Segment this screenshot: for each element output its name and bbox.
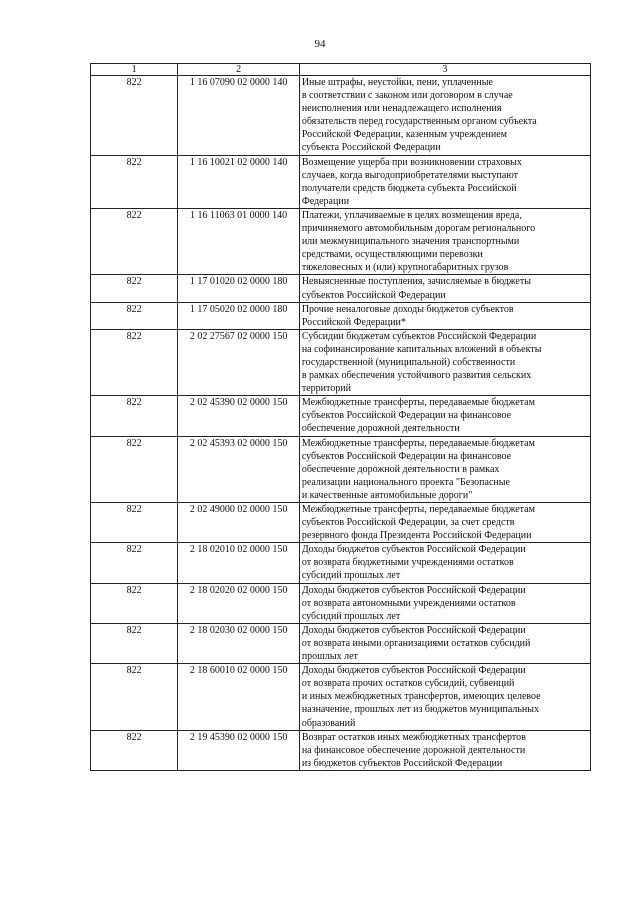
admin-code-cell: 822 <box>91 396 178 436</box>
revenue-name-line: Доходы бюджетов субъектов Российской Федерации <box>301 665 526 677</box>
revenue-name-line: случаев, когда выгодоприобретателями выступают <box>301 169 519 181</box>
revenue-name-line: Межбюджетные трансферты, передаваемые бюджетам <box>301 397 535 409</box>
admin-code-cell: 822 <box>91 155 178 208</box>
admin-code-cell: 822 <box>91 329 178 395</box>
table-row <box>91 208 591 274</box>
revenue-name-line: субъектов Российской Федерации на финансовое <box>301 450 512 462</box>
revenue-name-cell <box>299 396 590 436</box>
budget-code-cell: 1 16 10021 02 0000 140 <box>178 155 299 208</box>
revenue-name-line: реализации национального проекта "Безопасные <box>301 476 510 488</box>
revenue-name-line: и качественные автомобильные дороги" <box>301 489 473 501</box>
budget-code-cell: 2 02 45393 02 0000 150 <box>178 436 299 502</box>
table-row <box>91 543 591 583</box>
revenue-name-line: и иных межбюджетных трансфертов, имеющих целевое <box>301 691 541 703</box>
budget-code-cell: 1 17 05020 02 0000 180 <box>178 302 299 329</box>
revenue-name-cell <box>299 543 590 583</box>
revenue-name-line: резервного фонда Президента Российской Федерации <box>301 530 532 542</box>
revenue-name-line: Иные штрафы, неустойки, пени, уплаченные <box>301 77 493 88</box>
revenue-name-cell <box>299 623 590 663</box>
revenue-name-line: в соответствии с законом или договором в случае <box>301 90 513 102</box>
revenue-name-line: или межмуниципального значения транспортными <box>301 236 520 248</box>
revenue-name-line: Федерации <box>301 195 350 207</box>
revenue-name-cell <box>299 155 590 208</box>
admin-code-cell: 822 <box>91 730 178 770</box>
revenue-name-line: причиняемого автомобильным дорогам регионального <box>301 223 536 235</box>
revenue-name-line: обеспечение дорожной деятельности в рамках <box>301 463 500 475</box>
revenue-name-line: Российской Федерации, казенным учреждением <box>301 129 507 141</box>
budget-code-cell: 1 17 01020 02 0000 180 <box>178 275 299 302</box>
table-row <box>91 396 591 436</box>
revenue-name-line: неисполнения или ненадлежащего исполнения <box>301 103 502 115</box>
revenue-name-line: Доходы бюджетов субъектов Российской Федерации <box>301 584 526 596</box>
revenue-name-line: из бюджетов субъектов Российской Федерации <box>301 757 503 769</box>
revenue-name-cell <box>299 302 590 329</box>
revenue-name-line: территорий <box>301 383 351 395</box>
budget-code-cell: 2 18 02030 02 0000 150 <box>178 623 299 663</box>
revenue-name-line: Прочие неналоговые доходы бюджетов субъектов <box>301 303 514 315</box>
table-row <box>91 623 591 663</box>
revenue-name-line: Платежи, уплачиваемые в целях возмещения вреда, <box>301 209 522 221</box>
revenue-name-line: от возврата автономными учреждениями остатков <box>301 597 516 609</box>
revenue-name-line: от возврата бюджетными учреждениями остатков <box>301 557 514 569</box>
revenue-name-line: Доходы бюджетов субъектов Российской Федерации <box>301 544 526 556</box>
revenue-name-cell <box>299 275 590 302</box>
budget-code-cell: 2 18 60010 02 0000 150 <box>178 664 299 730</box>
admin-code-cell: 822 <box>91 208 178 274</box>
table-row <box>91 436 591 502</box>
revenue-name-line: Российской Федерации* <box>301 316 406 328</box>
revenue-name-line: прошлых лет <box>301 651 358 663</box>
table-header-row <box>91 64 591 76</box>
revenue-name-line: от возврата иными организациями остатков субсидий <box>301 637 531 649</box>
admin-code-cell: 822 <box>91 543 178 583</box>
budget-code-cell: 2 02 49000 02 0000 150 <box>178 503 299 543</box>
table-row <box>91 275 591 302</box>
revenue-name-line: субъекта Российской Федерации <box>301 142 441 154</box>
revenue-name-cell <box>299 664 590 730</box>
revenue-name-line: в рамках обеспечения устойчивого развития сельских <box>301 370 532 382</box>
revenue-name-line: субъектов Российской Федерации, за счет средств <box>301 517 515 529</box>
table-row <box>91 76 591 156</box>
revenue-name-cell <box>299 329 590 395</box>
table-row <box>91 503 591 543</box>
revenue-name-cell <box>299 208 590 274</box>
revenue-name-line: на финансовое обеспечение дорожной деятельности <box>301 744 526 756</box>
revenue-name-line: обязательств перед государственным органом субъекта <box>301 116 537 128</box>
revenue-name-line: тяжеловесных и (или) крупногабаритных грузов <box>301 262 509 274</box>
revenue-name-cell <box>299 436 590 502</box>
budget-code-cell: 2 02 27567 02 0000 150 <box>178 329 299 395</box>
header-col-3: 3 <box>299 64 590 76</box>
table-row <box>91 329 591 395</box>
revenue-name-line: Возврат остатков иных межбюджетных трансфертов <box>301 731 526 743</box>
revenue-name-cell <box>299 583 590 623</box>
revenue-name-line: субъектов Российской Федерации <box>301 289 446 301</box>
revenue-name-line: Субсидии бюджетам субъектов Российской Федерации <box>301 330 537 342</box>
admin-code-cell: 822 <box>91 664 178 730</box>
revenue-name-line: назначение, прошлых лет из бюджетов муниципальных <box>301 704 539 716</box>
admin-code-cell: 822 <box>91 275 178 302</box>
revenue-name-line: на софинансирование капитальных вложений в объекты <box>301 343 542 355</box>
revenue-name-line: Доходы бюджетов субъектов Российской Федерации <box>301 624 526 636</box>
revenue-name-line: Возмещение ущерба при возникновении страховых <box>301 156 522 168</box>
revenue-name-line: от возврата прочих остатков субсидий, субвенций <box>301 678 515 690</box>
revenue-name-cell <box>299 76 590 156</box>
revenue-name-line: обеспечение дорожной деятельности <box>301 423 460 435</box>
revenue-name-line: образований <box>301 717 356 729</box>
admin-code-cell: 822 <box>91 623 178 663</box>
revenue-name-line: средствами, осуществляющими перевозки <box>301 249 483 261</box>
table-body <box>91 76 591 771</box>
budget-classification-table <box>90 63 591 771</box>
revenue-name-line: получатели средств бюджета субъекта Российской <box>301 182 517 194</box>
budget-code-cell: 1 16 11063 01 0000 140 <box>178 208 299 274</box>
table-row <box>91 583 591 623</box>
header-col-2: 2 <box>178 64 299 76</box>
budget-code-cell: 2 19 45390 02 0000 150 <box>178 730 299 770</box>
revenue-name-line: Межбюджетные трансферты, передаваемые бюджетам <box>301 437 535 449</box>
table-row <box>91 155 591 208</box>
admin-code-cell: 822 <box>91 436 178 502</box>
revenue-name-line: субсидий прошлых лет <box>301 610 401 622</box>
revenue-name-line: Межбюджетные трансферты, передаваемые бюджетам <box>301 504 535 515</box>
table-row <box>91 664 591 730</box>
budget-code-cell: 2 18 02010 02 0000 150 <box>178 543 299 583</box>
admin-code-cell: 822 <box>91 302 178 329</box>
page-number: 94 <box>314 38 326 50</box>
table-row <box>91 302 591 329</box>
admin-code-cell: 822 <box>91 583 178 623</box>
table-row <box>91 730 591 770</box>
budget-code-cell: 1 16 07090 02 0000 140 <box>178 76 299 156</box>
admin-code-cell: 822 <box>91 503 178 543</box>
revenue-name-line: Невыясненные поступления, зачисляемые в бюджеты <box>301 276 531 288</box>
revenue-name-cell <box>299 503 590 543</box>
revenue-name-cell <box>299 730 590 770</box>
budget-code-cell: 2 18 02020 02 0000 150 <box>178 583 299 623</box>
header-col-1: 1 <box>91 64 178 76</box>
revenue-name-line: субсидий прошлых лет <box>301 570 401 582</box>
revenue-name-line: государственной (муниципальной) собственности <box>301 356 516 368</box>
admin-code-cell: 822 <box>91 76 178 156</box>
budget-code-cell: 2 02 45390 02 0000 150 <box>178 396 299 436</box>
revenue-name-line: субъектов Российской Федерации на финансовое <box>301 410 512 422</box>
